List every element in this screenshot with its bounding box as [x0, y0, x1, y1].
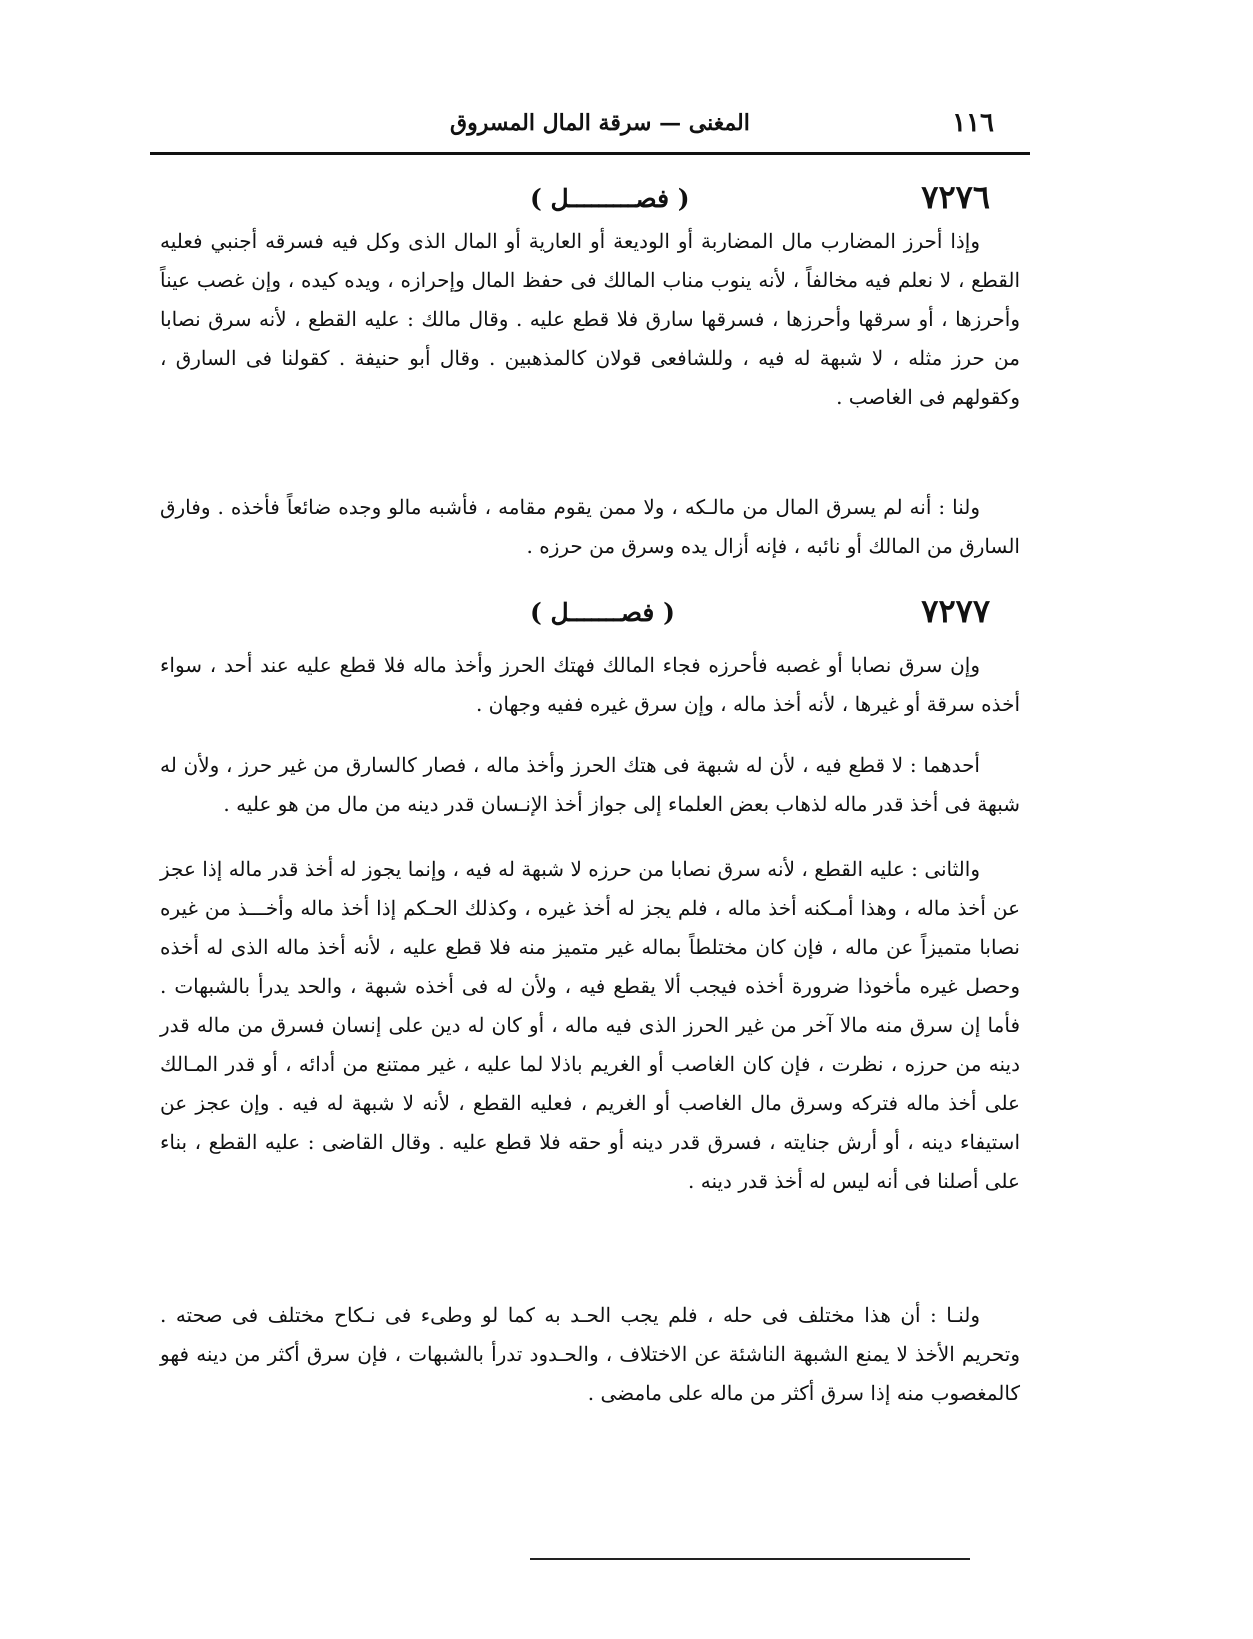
section-heading-7277: [150, 592, 1030, 638]
section-label: ( فصـــــــل ): [530, 598, 675, 627]
paragraph: أحدهما : لا قطع فيه ، لأن له شبهة فى هتك الحرز وأخذ ماله ، فصار كالسارق من غير حرز ، ولأن له شبهة فى أخذ قدر ماله لذهاب بعض العلماء إلى جواز أخذ الإنـسان قدر دينه من مال من هو عليه .: [160, 753, 1020, 816]
paragraph: وإن سرق نصابا أو غصبه فأحرزه فجاء المالك فهتك الحرز وأخذ ماله فلا قطع عليه عند أحد ، سواء أخذه سرقة أو غيرها ، لأنه أخذ ماله ، وإن سرق غيره ففيه وجهان .: [160, 653, 1020, 716]
running-header: [150, 108, 1030, 148]
section-number: ٧٢٧٧: [921, 592, 990, 630]
paragraph: ولنا : أنه لم يسرق المال من مالـكه ، ولا ممن يقوم مقامه ، فأشبه مالو وجده ضائعاً فأخذه . وفارق السارق من المالك أو نائبه ، فإنه أزال يده وسرق من حرزه .: [160, 495, 1020, 558]
paragraph: ولنـا : أن هذا مختلف فى حله ، فلم يجب الحـد به كما لو وطىء فى نـكاح مختلف فى صحته . وتحريم الأخذ لا يمنع الشبهة الناشئة عن الاختلاف ، والحـدود تدرأ بالشبهات ، فإن سرق أكثر من دينه فهو كالمغصوب منه إذا سرق أكثر من ماله على مامضى .: [160, 1303, 1020, 1405]
header-rule: [150, 152, 1030, 155]
footer-rule: [530, 1558, 970, 1560]
section-heading-7276: [150, 178, 1030, 224]
page-number: ١١٦: [952, 108, 994, 138]
section-number: ٧٢٧٦: [921, 178, 990, 216]
paragraph: والثانى : عليه القطع ، لأنه سرق نصابا من حرزه لا شبهة له فيه ، وإنما يجوز له أخذ قدر ماله إذا عجز عن أخذ ماله ، وهذا أمـكنه أخذ ماله ، فلم يجز له أخذ غيره ، وكذلك الحـكم إذا أخذ ماله وأخـــذ من غيره نصابا متميزاً عن ماله ، فإن كان مختلطاً بماله غير متميز منه فلا قطع عليه ، لأنه أخذ ماله الذى له أخذه وحصل غيره مأخوذا ضرورة أخذه فيجب ألا يقطع فيه ، ولأن له فى أخذه شبهة ، والحد يدرأ بالشبهات . فأما إن سرق منه مالا آخر من غير الحرز الذى فيه ماله ، أو كان له دين على إنسان فسرق من ماله قدر دينه من حرزه ، نظرت ، فإن كان الغاصب أو الغريم باذلا لما عليه ، غير ممتنع من أدائه ، أو قدر المـالك على أخذ ماله فتركه وسرق مال الغاصب أو الغريم ، فعليه القطع ، لأنه لا شبهة له فيه . وإن عجز عن استيفاء دينه ، أو أرش جنايته ، فسرق قدر دينه أو حقه فلا قطع عليه . وقال القاضى : عليه القطع ، بناء على أصلنا فى أنه ليس له أخذ قدر دينه .: [160, 857, 1021, 1193]
section-label: ( فصـــــــــل ): [530, 184, 690, 213]
paragraph: وإذا أحرز المضارب مال المضاربة أو الوديعة أو العارية أو المال الذى وكل فيه فسرقه أجنبي فعليه القطع ، لا نعلم فيه مخالفاً ، لأنه ينوب مناب المالك فى حفظ المال وإحرازه ، ويده كيده ، وإن غصب عيناً وأحرزها ، أو سرقها وأحرزها ، فسرقها سارق فلا قطع عليه . وقال مالك : عليه القطع ، لأنه سرق نصابا من حرز مثله ، لا شبهة له فيه ، وللشافعى قولان كالمذهبين . وقال أبو حنيفة . كقولنا فى السارق ، وكقولهم فى الغاصب .: [160, 229, 1020, 409]
running-title: المغنى — سرقة المال المسروق: [450, 110, 750, 136]
